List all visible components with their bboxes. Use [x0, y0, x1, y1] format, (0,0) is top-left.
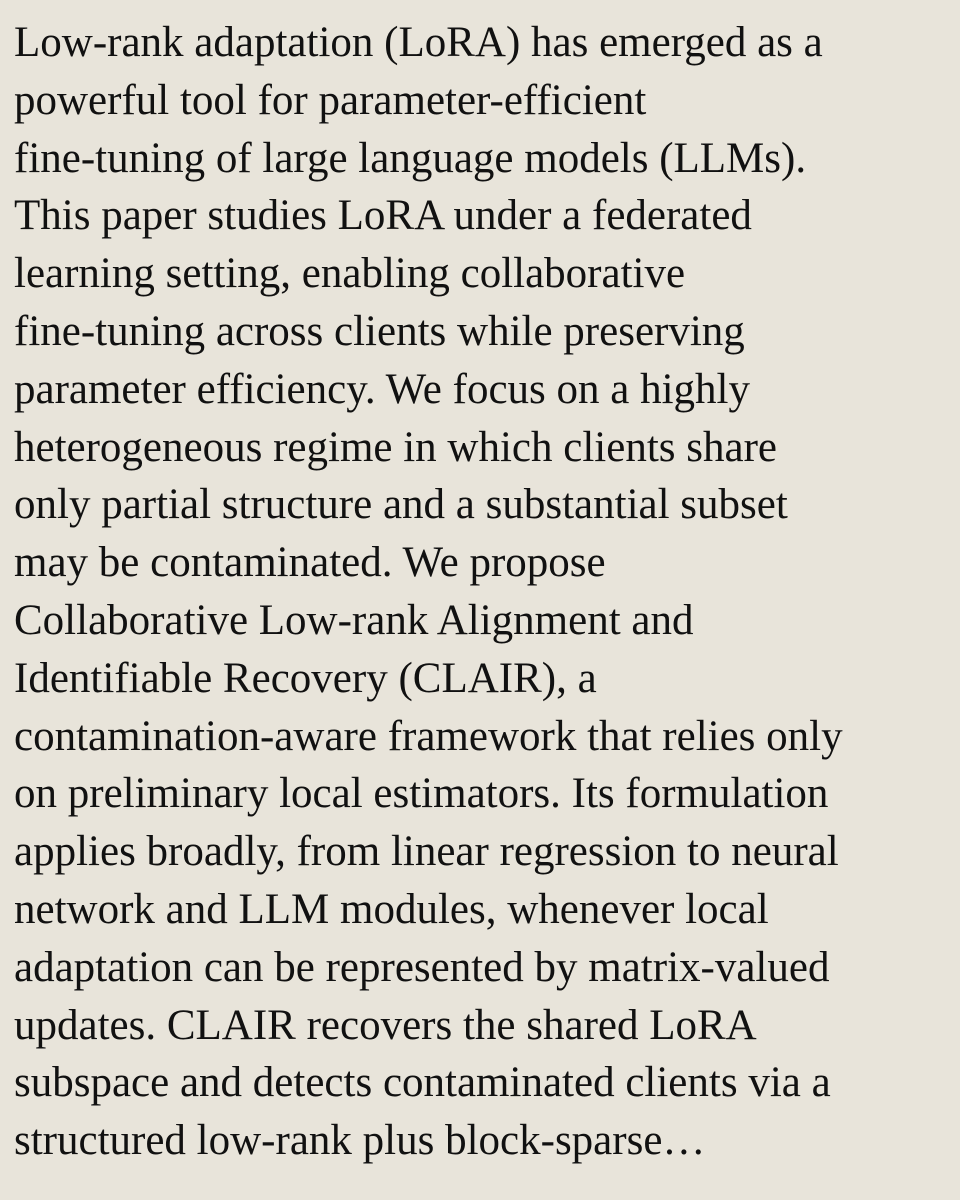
text-line: fine-tuning across clients while preserving: [14, 307, 745, 355]
text-line: on preliminary local estimators. Its formulation: [14, 770, 829, 818]
text-line: fine-tuning of large language models (LLMs).: [14, 134, 807, 182]
text-line: structured low-rank plus block-sparse…: [14, 1117, 706, 1165]
text-line: heterogeneous regime in which clients share: [14, 423, 777, 471]
text-line: may be contaminated. We propose: [14, 539, 606, 587]
text-line: only partial structure and a substantial subset: [14, 481, 788, 529]
text-line: Collaborative Low-rank Alignment and: [14, 596, 694, 644]
text-line: powerful tool for parameter-efficient: [14, 76, 647, 124]
text-line: adaptation can be represented by matrix-valued: [14, 943, 830, 991]
text-line: network and LLM modules, whenever local: [14, 885, 769, 933]
text-line: Low-rank adaptation (LoRA) has emerged as a: [14, 19, 823, 66]
text-line: contamination-aware framework that relies only: [14, 712, 843, 760]
text-line: updates. CLAIR recovers the shared LoRA: [14, 1001, 757, 1049]
text-line: Identifiable Recovery (CLAIR), a: [14, 654, 597, 702]
text-line: applies broadly, from linear regression to neural: [14, 828, 839, 876]
text-line: subspace and detects contaminated clients via a: [14, 1059, 831, 1107]
abstract-text: [14, 14, 946, 1170]
text-line: parameter efficiency. We focus on a highly: [14, 365, 750, 413]
text-line: This paper studies LoRA under a federated: [14, 192, 752, 240]
text-line: learning setting, enabling collaborative: [14, 250, 686, 298]
